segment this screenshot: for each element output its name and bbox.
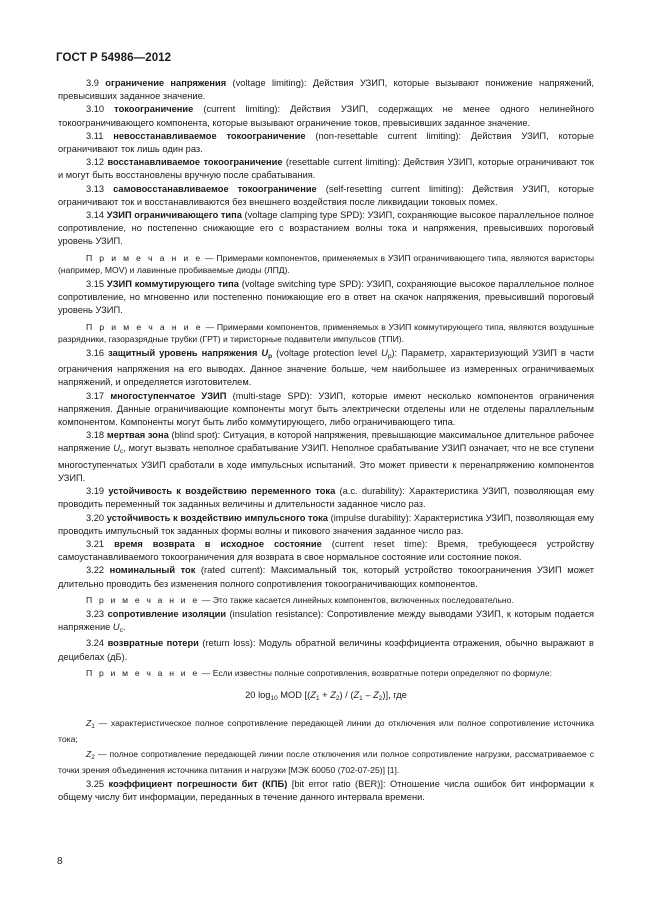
definition-3-10: 3.10 токоограничение (current limiting): Действия УЗИП, содержащих не менее одного нелинейного токоограничивающего компонента, которые вызывают ограничение токов, превысивших заданное значение. (58, 104, 594, 128)
definition-3-13: 3.13 самовосстанавливаемое токоограничение (self-resetting current limiting): Действия УЗИП, которые ограничивают ток и восстанавливаются без внешнего воздействия после ликвидации токовых помех. (58, 183, 595, 207)
definition-3-19: 3.19 устойчивость к воздействию переменного тока (a.c. durability): Характеристика УЗИП, позволяющая ему проводить переменный ток заданных величины и длительности заданное число раз. (58, 486, 594, 510)
page-number: 8 (57, 856, 63, 867)
definition-3-24: 3.24 возвратные потери (return loss): Модуль обратной величины коэффициента отражения, обычно выражают в децибелах (дБ). (58, 638, 594, 662)
term: многоступенчатое УЗИП (110, 390, 227, 401)
definition-3-12: 3.12 восстанавливаемое токоограничение (resettable current limiting): Действия УЗИП, которые ограничивают ток и могут быть восстановлены вручную после срабатывания. (58, 157, 594, 181)
note-clamping: П р и м е ч а н и е — Примерами компонентов, применяемых в УЗИП ограничивающего типа, являются варисторы (например, MOV) и лавинные пробиваемые диоды (ЛПД). (58, 252, 594, 275)
definition-3-22: 3.22 номинальный ток (rated current): Максимальный ток, который устройство токоограничения УЗИП может длительно проводить без изменения полного сопротивления токоограничивающих компонентов. (58, 565, 594, 589)
definition-3-23: 3.23 сопротивление изоляции (insulation resistance): Сопротивление между выводами УЗИП, к которым подается напряжение $U_c$. (58, 608, 594, 635)
definition-3-20: 3.20 устойчивость к воздействию импульсного тока (impulse durability): Характеристика УЗИП, позволяющая ему проводить импульсный ток заданных формы волны и пикового значения заданное число раз. (58, 512, 594, 536)
variable-z1: $Z_1$ — характеристическое полное сопротивление передающей линии до отключения или полное сопротивление источника тока; (58, 718, 594, 745)
term: устойчивость к воздействию переменного тока (108, 486, 336, 497)
variable-z2: $Z_2$ — полное сопротивление передающей линии после отключения или полное сопротивление нагрузки, рассматриваемое с точки зрения объединения источника питания и нагрузки [МЭК 60050 (702-07-25)] [1]. (58, 748, 594, 775)
term: коэффициент погрешности бит (КПБ) (108, 778, 288, 789)
term: самовосстанавливаемое токоограничение (113, 183, 317, 194)
definition-3-21: 3.21 время возврата в исходное состояние (current reset time): Время, требующееся устройству самоустанавливаемого токоограничения для возврата в свое нормальное состояние или состояние покоя. (58, 538, 594, 563)
term: УЗИП ограничивающего типа (106, 210, 242, 221)
definition-3-25: 3.25 коэффициент погрешности бит (КПБ) [bit error ratio (BER)]: Отношение числа ошибок бит информации к общему числу бит информации, переданных в течение данного интервала времени. (58, 778, 594, 803)
term: защитный уровень напряжения $U_p$ (108, 348, 273, 361)
document-code-header: ГОСТ Р 54986—2012 (56, 52, 172, 64)
definition-3-16: 3.16 защитный уровень напряжения $U_p$ (voltage protection level $U_p$): Параметр, характеризующий УЗИП в части ограничения напряжения на его выводах. Данное значение больше, чем наибольшее из измеренных ограничиваемых напряжений, и определяется изготовителем. (58, 348, 594, 388)
definition-3-17: 3.17 многоступенчатое УЗИП (multi-stage SPD): УЗИП, которые имеют несколько компонентов ограничения напряжения. Данные ограничивающие компоненты могут быть электрически отделены или не отделены параллельным компонентом. Компоненты могут быть либо коммутирующего, либо ограничивающего типа. (58, 390, 594, 428)
return-loss-formula: 20 $\log_{10}$ MOD $[(Z_1 + Z_2) / (Z_1 - Z_2)]$, где (245, 689, 407, 702)
term: мертвая зона (106, 430, 169, 441)
term: время возврата в исходное состояние (114, 538, 322, 549)
definition-3-14: 3.14 УЗИП ограничивающего типа (voltage clamping type SPD): УЗИП, сохраняющие высокое параллельное полное сопротивление, но постепенно снижающие его с возрастанием волны тока и напряжения, превысивших пороговый уровень УЗИП. (58, 210, 594, 247)
definition-3-15: 3.15 УЗИП коммутирующего типа (voltage switching type SPD): УЗИП, сохраняющие высокое параллельное полное сопротивление, но мгновенно или постепенно понижающие его в ответ на скачок напряжения, превысивший пороговый уровень УЗИП. (58, 279, 595, 316)
term: невосстанавливаемое токоограничение (113, 130, 306, 141)
term: УЗИП коммутирующего типа (106, 279, 239, 290)
document-body (58, 77, 594, 804)
term: сопротивление изоляции (107, 608, 227, 619)
definition-3-9: 3.9 ограничение напряжения (voltage limiting): Действия УЗИП, которые вызывают понижение напряжений, превысивших заданное значение. (58, 78, 594, 102)
term: номинальный ток (109, 565, 196, 576)
term: восстанавливаемое токоограничение (107, 157, 283, 168)
definition-3-18: 3.18 мертвая зона (blind spot): Ситуация, в которой напряжения, превышающие максимальное длительное рабочее напряжение $U_c$, могут вызвать неполное срабатывание УЗИП. Неполное срабатывание УЗИП означает, что не все ступени многоступенчатых УЗИП сработали в ходе импульсных испытаний. Это может привести к перенапряжению компонентов УЗИП. (58, 430, 594, 483)
note-switching: П р и м е ч а н и е — Примерами компонентов, применяемых в УЗИП коммутирующего типа, являются воздушные разрядники, газоразрядные трубки (ГРТ) и тиристорные подавители импульсов (ТПИ). (58, 321, 595, 344)
term: ограничение напряжения (105, 78, 227, 88)
definition-3-11: 3.11 невосстанавливаемое токоограничение (non-resettable current limiting): Действия УЗИП, которые ограничивают ток лишь один раз. (58, 130, 594, 155)
term: токоограничение (114, 104, 194, 115)
note-return-loss: П р и м е ч а н и е — Если известны полные сопротивления, возвратные потери определяют по формуле: (86, 667, 552, 678)
note-series: П р и м е ч а н и е — Это также касается линейных компонентов, включенных последовательно. (86, 594, 514, 605)
term: возвратные потери (107, 638, 199, 649)
term: устойчивость к воздействию импульсного тока (106, 512, 328, 523)
